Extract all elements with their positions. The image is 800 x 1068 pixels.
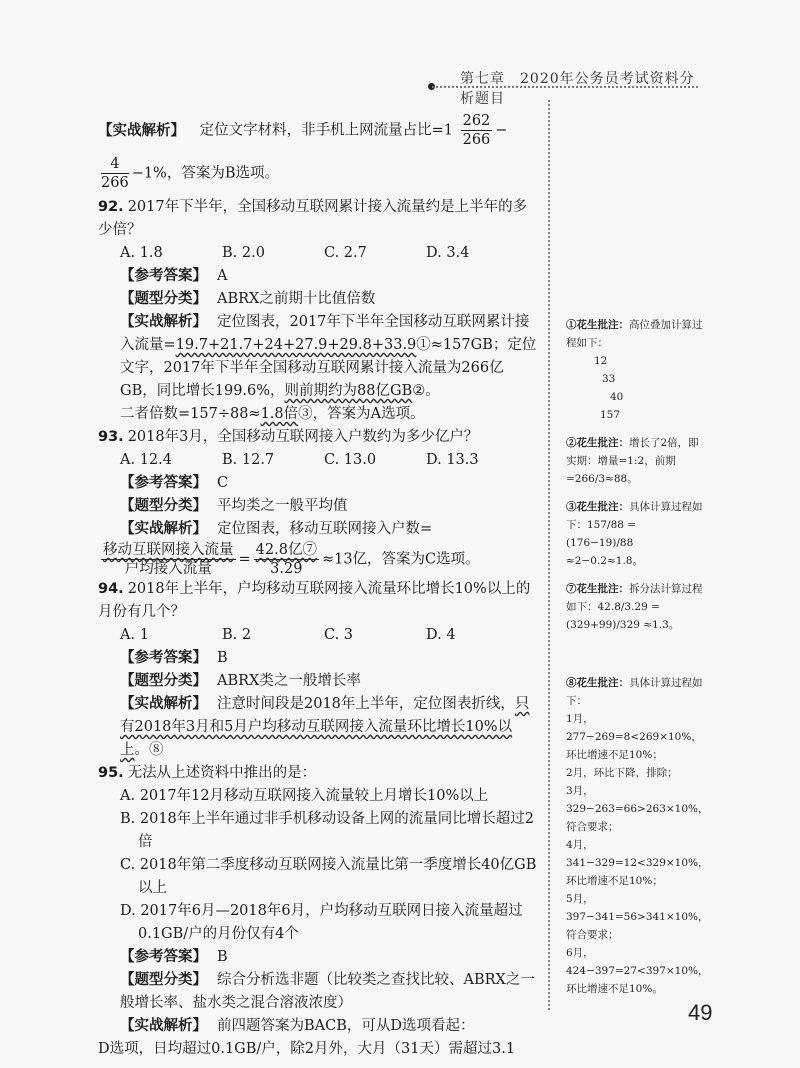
margin-notes	[566, 316, 709, 1008]
option-c: C. 3	[324, 627, 354, 643]
option-a: A. 2017年12月移动互联网接入流量较上月增长10%以上	[120, 788, 489, 804]
question-93: 93. 2018年3月，全国移动互联网接入户数约为多少亿户？	[98, 429, 479, 445]
option-b: B. 12.7	[222, 452, 275, 468]
fraction: $\frac{4}{266}$	[101, 156, 129, 191]
page-number: 49	[688, 1000, 713, 1025]
analysis-92-cont: 二者倍数=157÷88≈1.8倍③，答案为A选项。	[120, 406, 425, 422]
analysis-92: 【实战解析】 定位图表，2017年下半年全国移动互联网累计接入流量=19.7+21.7+24+27.9+29.8+33.9①≈157GB；定位文字，2017年下半年全国移动互联网累计接入流量为266亿GB，同比增长199.6%，则前期约为88亿GB②。	[120, 314, 537, 399]
margin-note: ⑧花生批注：具体计算过程如下： 1月，277−269=8<269×10%，环比增速不足10%； 2月，环比下降，排除； 3月，329−263=66>263×10%，符合要求； 4月，341−329=12<329×10%，环比增速不足10%； 5月，397−341=56>341×10%，符合要求； 6月，424−397=27<397×10%，环比增速不足10%。	[566, 677, 709, 995]
margin-note: ①花生批注：高位叠加计算过程如下： 12 33 40 157	[566, 319, 703, 421]
options-92	[98, 242, 538, 265]
option-b: B. 2	[222, 627, 252, 643]
answer-92: 【参考答案】 A	[120, 268, 228, 284]
analysis-tag: 【实战解析】	[98, 122, 185, 139]
chapter-header: 第七章 2020年公务员考试资料分析题目	[460, 71, 695, 107]
option-d: D. 4	[426, 627, 456, 643]
intro-analysis: 【实战解析】 定位文字材料，非手机上网流量占比=1 $\frac{262}{266}$ −	[98, 113, 508, 148]
question-95: 95. 无法从上述资料中推出的是：	[98, 765, 317, 781]
option-c: C. 2018年第二季度移动互联网接入流量比第一季度增长40亿GB以上	[120, 857, 537, 896]
answer-93: 【参考答案】 C	[120, 475, 229, 491]
margin-note: ②花生批注：增长了2倍，即实期：增量=1:2，前期=266/3≈88。	[566, 437, 699, 485]
answer-94: 【参考答案】 B	[120, 650, 228, 666]
intro-analysis-cont: $\frac{4}{266}$ −1%，答案为B选项。	[101, 156, 279, 191]
main-column	[98, 112, 538, 1061]
options-94	[98, 624, 538, 647]
answer-95: 【参考答案】 B	[120, 949, 228, 965]
option-c: C. 2.7	[324, 245, 367, 261]
type-94: 【题型分类】 ABRX类之一般增长率	[120, 673, 361, 689]
fraction: $\frac{\text{42.8亿⑦}}{3.29}$	[255, 542, 317, 577]
option-b: B. 2018年上半年通过非手机移动设备上网的流量同比增长超过2倍	[120, 811, 534, 850]
option-a: A. 12.4	[120, 452, 172, 468]
analysis-93-formula: $\frac{\text{移动互联网接入流量}}{\text{户均接入流量}}$ = $\frac{\text{42.8亿⑦}}{3.29}$ ≈13亿，答案为C选项。	[103, 542, 480, 577]
type-93: 【题型分类】 平均类之一般平均值	[120, 498, 348, 514]
option-d: D. 2017年6月—2018年6月，户均移动互联网日接入流量超过0.1GB/户的月份仅有4个	[120, 903, 523, 942]
analysis-95: 【实战解析】 前四题答案为BACB，可从D选项看起：	[120, 1018, 475, 1034]
question-92: 92. 2017年下半年，全国移动互联网累计接入流量约是上半年的多少倍？	[98, 199, 528, 238]
fraction: $\frac{\text{移动互联网接入流量}}{\text{户均接入流量}}$	[103, 542, 234, 577]
option-d: D. 3.4	[426, 245, 470, 261]
option-a: A. 1	[120, 627, 149, 643]
options-93	[98, 449, 538, 472]
option-b: B. 2.0	[222, 245, 265, 261]
margin-note: ⑦花生批注：拆分法计算过程如下：42.8/3.29 = (329+99)/329 ≈1.3。	[566, 583, 703, 631]
analysis-94: 【实战解析】 注意时间段是2018年上半年，定位图表折线，只有2018年3月和5月户均移动互联网接入流量环比增长10%以上。⑧	[120, 696, 530, 758]
analysis-93: 【实战解析】 定位图表，移动互联网接入户数=	[120, 521, 433, 537]
option-a: A. 1.8	[120, 245, 163, 261]
margin-note: ③花生批注：具体计算过程如下：157/88 = (176−19)/88 ≈2−0.2≈1.8。	[566, 501, 703, 567]
question-94: 94. 2018年上半年，户均移动互联网接入流量环比增长10%以上的月份有几个？	[98, 581, 531, 620]
option-d: D. 13.3	[426, 452, 479, 468]
option-c: C. 13.0	[324, 452, 377, 468]
fraction: $\frac{262}{266}$	[462, 113, 491, 148]
column-divider	[548, 100, 550, 1010]
analysis-95-cont: D选项，日均超过0.1GB/户，除2月外，大月（31天）需超过3.1	[98, 1041, 516, 1057]
type-95: 【题型分类】 综合分析选非题（比较类之查找比较、ABRX之一般增长率、盐水类之混合溶液浓度）	[120, 972, 535, 1011]
type-92: 【题型分类】 ABRX之前期十比值倍数	[120, 291, 376, 307]
